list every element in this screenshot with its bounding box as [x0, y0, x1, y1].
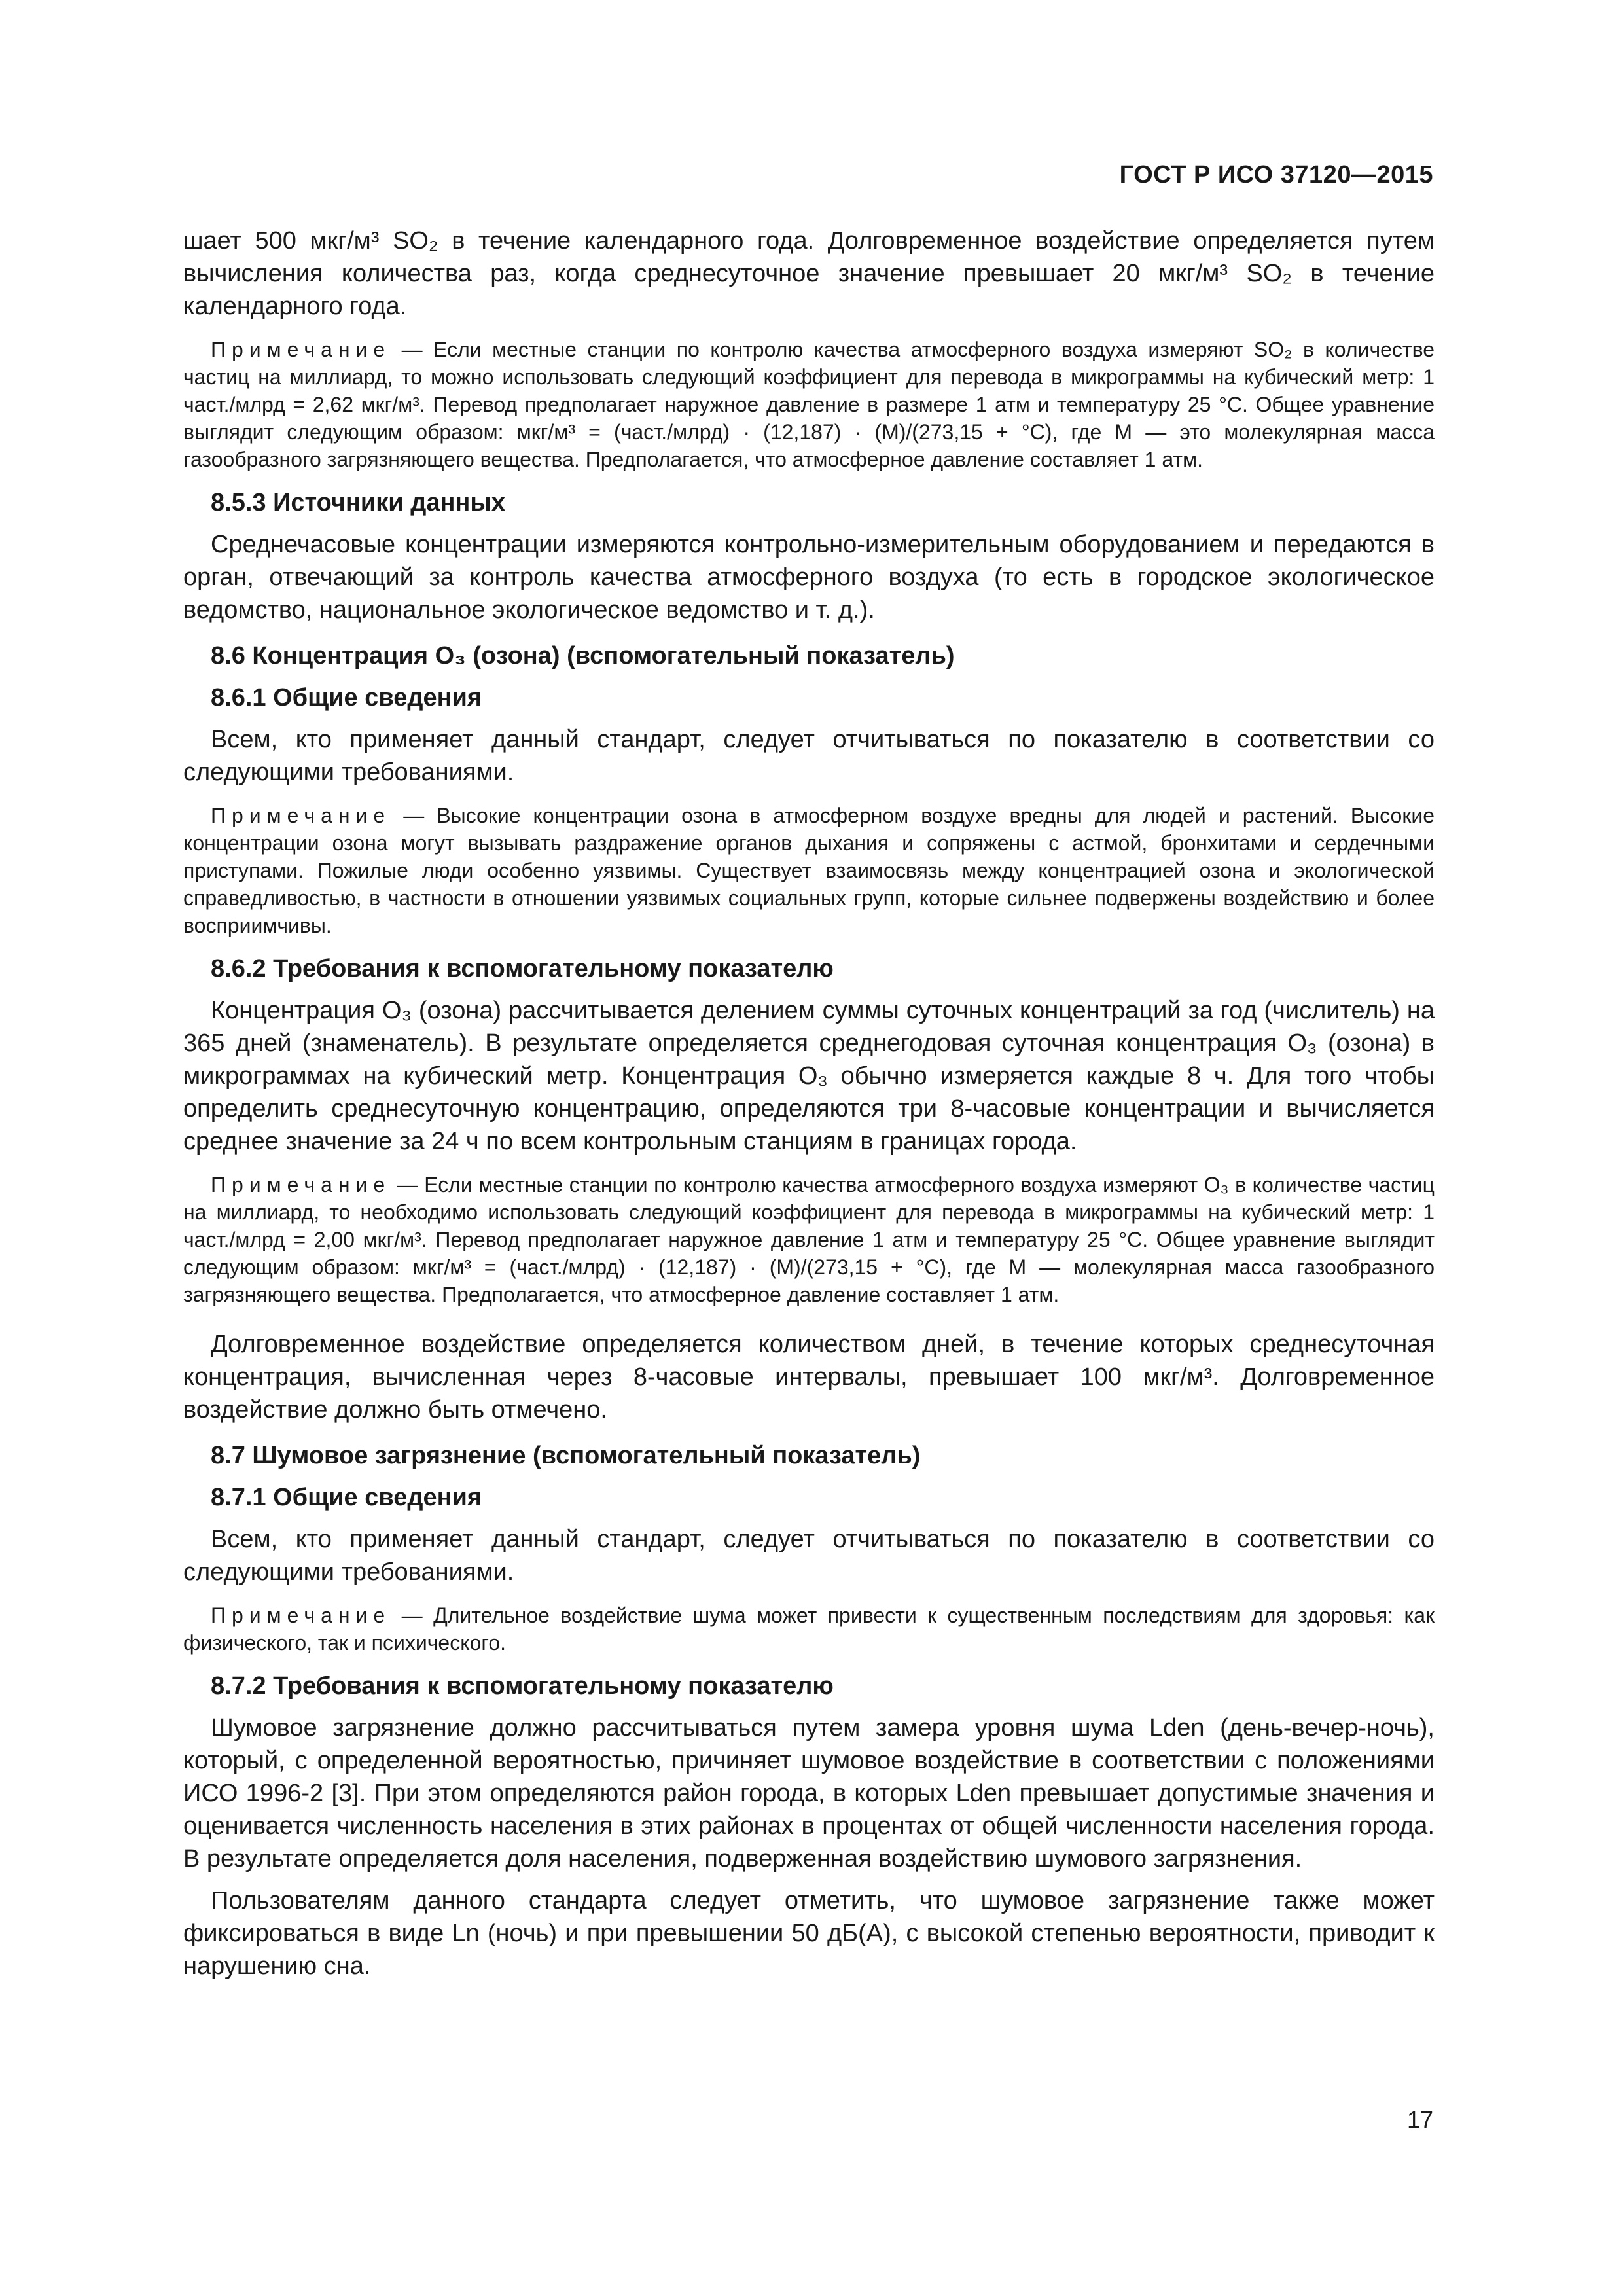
page-content — [183, 224, 1435, 1982]
note-ozone-conversion — [183, 1171, 1435, 1308]
paragraph-data-sources: Среднечасовые концентрации измеряются контрольно-измерительным оборудованием и передаются в орган, отвечающий за контроль качества атмосферного воздуха (то есть в городское экологическое ведомство, национальное экологическое ведомство и т. д.). — [183, 531, 1435, 624]
note-text: — Высокие концентрации озона в атмосферном воздухе вредны для людей и растений. Высокие концентрации озона могут вызывать раздражение органов дыхания и сопряжены с астмой, бронхитами и сердечными приступами. Пожилые люди особенно уязвимы. Существует взаимосвязь между концентрацией озона и экологической справедливостью, в частности в отношении уязвимых социальных групп, которые сильнее подвержены воздействию и более восприимчивы. — [183, 804, 1435, 937]
paragraph-so2-continuation: шает 500 мкг/м³ SO₂ в течение календарного года. Долговременное воздействие определяется путем вычисления количества раз, когда среднесуточное значение превышает 20 мкг/м³ SO₂ в течение календарного года. — [183, 227, 1435, 320]
paragraph-ozone-requirements: Концентрация O₃ (озона) рассчитывается делением суммы суточных концентраций за год (числитель) на 365 дней (знаменатель). В результате определяется среднегодовая суточная концентрация O₃ (озона) в микрограммах на кубический метр. Концентрация O₃ обычно измеряется каждые 8 ч. Для того чтобы определить среднесуточную концентрацию, определяются три 8-часовые концентрации и вычисляется среднее значение за 24 ч по всем контрольным станциям в границах города. — [183, 997, 1435, 1155]
standard-header: ГОСТ Р ИСО 37120—2015 — [1119, 161, 1433, 188]
note-label: Примечание — [211, 1173, 391, 1196]
heading-8-6: 8.6 Концентрация O₃ (озона) (вспомогательный показатель) — [211, 642, 955, 670]
note-ozone-health — [183, 802, 1435, 939]
heading-8-6-2: 8.6.2 Требования к вспомогательному показателю — [211, 955, 834, 982]
note-noise-health — [183, 1602, 1435, 1657]
paragraph-ozone-general: Всем, кто применяет данный стандарт, следует отчитываться по показателю в соответствии со следующими требованиями. — [183, 726, 1435, 786]
heading-8-7-2: 8.7.2 Требования к вспомогательному показателю — [211, 1672, 834, 1700]
note-so2 — [183, 336, 1435, 473]
heading-8-7: 8.7 Шумовое загрязнение (вспомогательный показатель) — [211, 1442, 921, 1469]
paragraph-ozone-long-term: Долговременное воздействие определяется количеством дней, в течение которых среднесуточная концентрация, вычисленная через 8-часовые интервалы, превышает 100 мкг/м³. Долговременное воздействие должно быть отмечено. — [183, 1331, 1435, 1424]
heading-8-7-1: 8.7.1 Общие сведения — [211, 1484, 482, 1511]
page-number: 17 — [1406, 2106, 1433, 2133]
note-label: Примечание — [211, 1604, 391, 1627]
paragraph-noise-general: Всем, кто применяет данный стандарт, следует отчитываться по показателю в соответствии со следующими требованиями. — [183, 1526, 1435, 1586]
heading-8-6-1: 8.6.1 Общие сведения — [211, 684, 482, 711]
note-text: — Если местные станции по контролю качества атмосферного воздуха измеряют O₃ в количестве частиц на миллиард, то необходимо использовать следующий коэффициент для перевода в микрограммы на кубический метр: 1 част./млрд = 2,00 мкг/м³. Перевод предполагает наружное давление 1 атм и температуру 25 °С. Общее уравнение выглядит следующим образом: мкг/м³ = (част./млрд) · (12,187) · (М)/(273,15 + °С), где М — молекулярная масса газообразного загрязняющего вещества. Предполагается, что атмосферное давление составляет 1 атм. — [183, 1173, 1435, 1306]
note-label: Примечание — [211, 804, 391, 827]
paragraph-noise-requirements: Шумовое загрязнение должно рассчитываться путем замера уровня шума Lden (день-вечер-ночь), который, с определенной вероятностью, причиняет шумовое воздействие в соответствии с положениями ИСО 1996-2 [3]. При этом определяются район города, в которых Lden превышает допустимые значения и оценивается численность населения в этих районах в процентах от общей численности населения города. В результате определяется доля населения, подверженная воздействию шумового загрязнения. — [183, 1714, 1435, 1873]
note-text: — Если местные станции по контролю качества атмосферного воздуха измеряют SO₂ в количестве частиц на миллиард, то можно использовать следующий коэффициент для перевода в микрограммы на кубический метр: 1 част./млрд = 2,62 мкг/м³. Перевод предполагает наружное давление в размере 1 атм и температуру 25 °С. Общее уравнение выглядит следующим образом: мкг/м³ = (част./млрд) · (12,187) · (М)/(273,15 + °С), где М — это молекулярная масса газообразного загрязняющего вещества. Предполагается, что атмосферное давление составляет 1 атм. — [183, 338, 1435, 471]
note-label: Примечание — [211, 338, 391, 361]
heading-8-5-3: 8.5.3 Источники данных — [211, 489, 505, 516]
note-text: — Длительное воздействие шума может привести к существенным последствиям для здоровья: как физического, так и психического. — [183, 1604, 1435, 1655]
paragraph-noise-night: Пользователям данного стандарта следует отметить, что шумовое загрязнение также может фиксироваться в виде Ln (ночь) и при превышении 50 дБ(А), с высокой степенью вероятности, приводит к нарушению сна. — [183, 1887, 1435, 1980]
